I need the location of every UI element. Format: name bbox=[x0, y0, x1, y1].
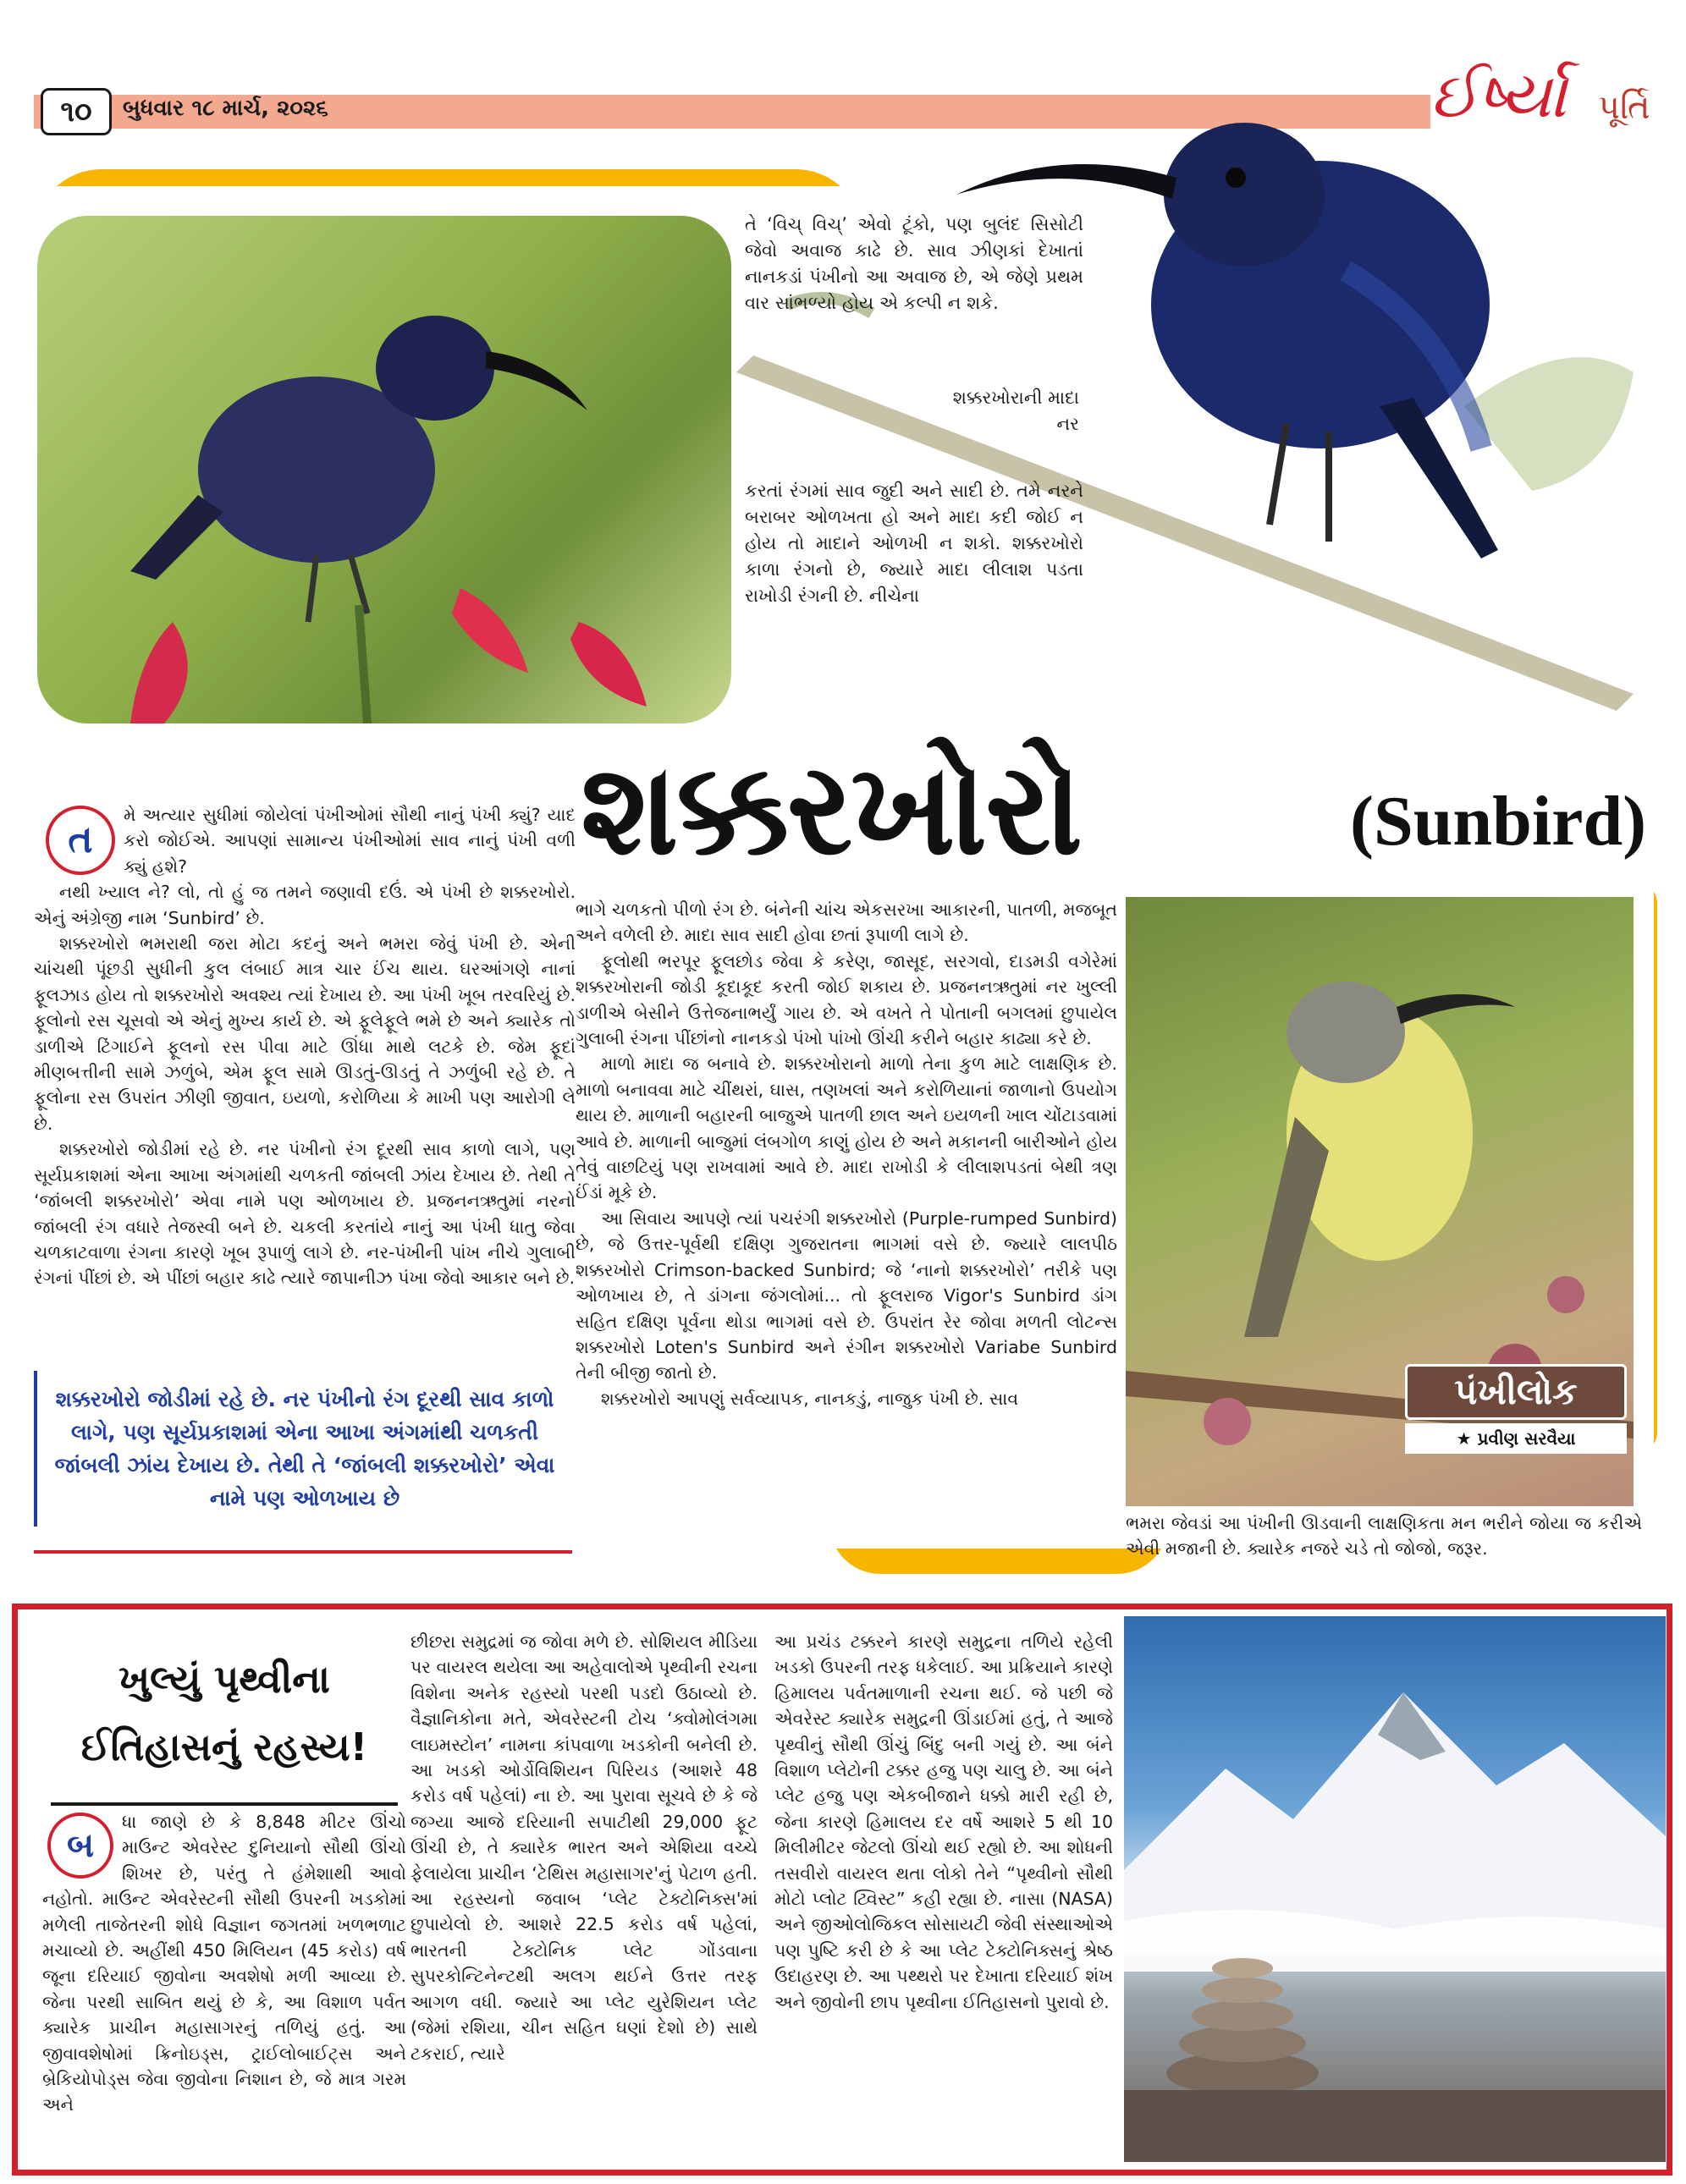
intro-text: તે ‘વિચ્ વિચ્’ એવો ટૂંકો, પણ બુલંદ સિસોટી જેવો અવાજ કાઢે છે. સાવ ઝીણકાં દેખાતાં નાનકડાં પંખીનો આ અવાજ છે, એ જેણે પ્રથમ વાર સાંભળ્યો હોય એ કલ્પી ન શકે. bbox=[745, 214, 1083, 313]
paragraph: નથી ખ્યાલ ને? લો, તો હું જ તમને જણાવી દઉં. એ પંખી છે શક્કરખોરો. એનું અંગ્રેજી નામ ‘Sunbird’ છે. bbox=[34, 882, 576, 928]
issue-date: બુધવાર ૧૮ માર્ચ, ૨૦૨૬ bbox=[123, 96, 328, 121]
paragraph: શક્કરખોરો આપણું સર્વવ્યાપક, નાનકડું, નાજુક પંખી છે. સાવ bbox=[601, 1388, 1019, 1409]
article2-column-1 bbox=[42, 1809, 406, 2118]
paragraph: ફૂલોથી ભરપૂર ફૂલછોડ જેવા કે કરેણ, જાસૂદ, સરગવો, દાડમડી વગેરેમાં શક્કરખોરાની જોડી કૂદાકૂદ કરતી જોઈ શકાય છે. પ્રજનનઋતુમાં નર ખુલ્લી ડાળીએ બેસીને ઉત્તેજનાભર્યું ગાય છે. એ વખતે તે પોતાની બગલમાં છુપાયેલ ગુલાબી રંગના પીંછાંનો નાનકડો પંખો પાંખો ઊંચી કરીને બહાર કાઢ્યા કરે છે. bbox=[576, 950, 1117, 1049]
article2-column-2 bbox=[410, 1629, 758, 2066]
page-number: ૧૦ bbox=[41, 88, 112, 135]
photo-caption: ભમરા જેવડાં આ પંખીની ઊડવાની લાક્ષણિકતા મન ભરીને જોયા જ કરીએ એવી મજાની છે. ક્યારેક નજરે ચડે તો જોજો, જરૂર. bbox=[1126, 1513, 1642, 1559]
article-column-1 bbox=[34, 802, 576, 1291]
brand-subtitle: પૂર્તિ bbox=[1598, 88, 1650, 127]
author-byline: ★ પ્રવીણ સરવૈયા bbox=[1405, 1423, 1627, 1454]
article-column-2 bbox=[576, 897, 1117, 1411]
brand-logo: ઈર્ષ્યા bbox=[1430, 59, 1568, 132]
article2-headline-rule bbox=[51, 1802, 398, 1806]
paragraph: મે અત્યાર સુધીમાં જોયેલાં પંખીઓમાં સૌથી નાનું પંખી ક્યું? યાદ કરો જોઈએ. આપણાં સામાન્ય પંખીઓમાં સાવ નાનું પંખી વળી ક્યું હશે? bbox=[124, 805, 576, 877]
article2-headline: ખુલ્યું પૃથ્વીના ઈતિહાસનું રહસ્ય! bbox=[80, 1657, 368, 1769]
paragraph: માળો માદા જ બનાવે છે. શક્કરખોરાનો માળો તેના કુળ માટે લાક્ષણિક છે. માળો બનાવવા માટે ચીંથરાં, ઘાસ, તણખલાં અને કરોળિયાનાં જાળાનો ઉપયોગ થાય છે. માળાની બહારની બાજુએ પાતળી છાલ અને ઇયળની ખાલ ચોંટાડવામાં આવે છે. માળાની બાજુમાં લંબગોળ કાણું હોય છે અને મકાનની બારીઓને હોય તેવું વાછટિયું પણ રાખવામાં આવે છે. માદા રાખોડી કે લીલાશપડતાં બેથી ત્રણ ઈંડાં મૂકે છે. bbox=[576, 1053, 1117, 1203]
paragraph: છીછરા સમુદ્રમાં જ જોવા મળે છે. સોશિયલ મીડિયા પર વાયરલ થયેલા આ અહેવાલોએ પૃથ્વીની રચના વિશેના અનેક રહસ્યો પરથી પડદો ઉઠાવ્યો છે. વૈજ્ઞાનિકોના મતે, એવરેસ્ટની ટોચ ‘ક્વોમોલંગમા લાઇમસ્ટોન’ નામના કાંપવાળા ખડકોની બનેલી છે. આ ખડકો ઓર્ડોવિશિયન પિરિયડ (આશરે 48 કરોડ વર્ષ પહેલાં) ના છે. આ પુરાવા સૂચવે છે કે જે જગ્યા આજે દરિયાની સપાટીથી 29,000 ફૂટ ઊંચી છે, તે ક્યારેક ભારત અને એશિયા વચ્ચે ફેલાયેલા પ્રાચીન ‘ટેથિસ મહાસાગર'નું પેટાળ હતી. આ રહસ્યનો જવાબ ‘પ્લેટ ટેક્ટોનિક્સ'માં છુપાયેલો છે. આશરે 22.5 કરોડ વર્ષ પહેલાં, ભારતની ટેક્ટોનિક પ્લેટ ગોંડવાના સુપરકોન્ટિનેન્ટથી અલગ થઈને ઉત્તર તરફ આગળ વધી. જ્યારે આ પ્લેટ યુરેશિયન પ્લેટ (જેમાં રશિયા, ચીન સહિત ઘણાં દેશો છે) સાથે ટકરાઈ, ત્યારે bbox=[410, 1631, 758, 2064]
everest-stones-photo bbox=[1124, 1616, 1666, 2162]
paragraph: ધા જાણે છે કે 8,848 મીટર ઊંચો માઉન્ટ એવરેસ્ટ દુનિયાનો સૌથી ઊંચો શિખર છે, પરંતુ તે હંમેશાથી આવો નહોતો. માઉન્ટ એવરેસ્ટની સૌથી ઉપરની ખડકોમાં મળેલી તાજેતરની શોધે વિજ્ઞાન જગતમાં ખળભળાટ મચાવ્યો છે. અહીંથી 450 મિલિયન (45 કરોડ) વર્ષ જૂના દરિયાઈ જીવોના અવશેષો મળી આવ્યા છે. જેના પરથી સાબિત થયું છે કે, આ વિશાળ પર્વત ક્યારેક પ્રાચીન મહાસાગરનું તળિયું હતું. આ જીવાવશેષોમાં ક્રિનોઇડ્સ, ટ્રાઈલોબાઈટ્સ અને બ્રેકિયોપોડ્સ જેવા જીવોના નિશાન છે, જે માત્ર ગરમ અને bbox=[42, 1812, 406, 2115]
article-headline-english: (Sunbird) bbox=[1350, 782, 1647, 861]
dropcap: બ bbox=[47, 1813, 113, 1879]
pull-quote-rule bbox=[34, 1550, 572, 1554]
sunbird-flowers-photo bbox=[37, 216, 731, 723]
everest-stones-illustration bbox=[1124, 1616, 1666, 2162]
intro-text-continued: કરતાં રંગમાં સાવ જુદી અને સાદી છે. તમે નરને બરાબર ઓળખતા હો અને માદા કદી જોઈ ન હોય તો માદાને ઓળખી ન શકો. શક્કરખોરો કાળા રંગનો છે, જ્યારે માદા લીલાશ પડતા રાખોડી રંગની છે. નીચેના bbox=[745, 481, 1083, 606]
paragraph: શક્કરખોરો જોડીમાં રહે છે. નર પંખીનો રંગ દૂરથી સાવ કાળો લાગે, પણ સૂર્યપ્રકાશમાં એના આખા અંગમાંથી ચળકતી જાંબલી ઝાંય દેખાય છે. તેથી તે ‘જાંબલી શક્કરખોરો’ એવા નામે પણ ઓળખાય છે. પ્રજનનઋતુમાં નરનો જાંબલી રંગ વધારે તેજસ્વી બને છે. ચકલી કરતાંયે નાનું આ પંખી ધાતુ જેવા ચળકાટવાળા રંગના કારણે ખૂબ રૂપાળું લાગે છે. નર-પંખીની પાંખ નીચે ગુલાબી રંગનાં પીંછાં છે. એ પીંછાં બહાર કાઢે ત્યારે જાપાનીઝ પંખા જેવો આકાર બને છે. bbox=[34, 1139, 576, 1289]
paragraph: આ પ્રચંડ ટક્કરને કારણે સમુદ્રના તળિયે રહેલી ખડકો ઉપરની તરફ ધકેલાઈ. આ પ્રક્રિયાને કારણે હિમાલય પર્વતમાળાની રચના થઈ. જે પછી જે એવરેસ્ટ ક્યારેક સમુદ્રની ઊંડાઈમાં હતું, તે આજે પૃથ્વીનું સૌથી ઊંચું બિંદુ બની ગયું છે. આ બંને વિશાળ પ્લેટોની ટક્કર હજુ પણ ચાલુ છે. આ બંને પ્લેટ હજુ પણ એકબીજાને ધક્કો મારી રહી છે, જેના કારણે હિમાલય દર વર્ષે આશરે 5 થી 10 મિલીમીટર જેટલો ઊંચો થઈ રહ્યો છે. આ શોધની તસવીરો વાયરલ થતા લોકો તેને “પૃથ્વીનો સૌથી મોટો પ્લોટ ટ્વિસ્ટ” કહી રહ્યા છે. નાસા (NASA) અને જીઓલોજિકલ સોસાયટી જેવી સંસ્થાઓએ પણ પુષ્ટિ કરી છે કે આ પ્લેટ ટેક્ટોનિક્સનું શ્રેષ્ઠ ઉદાહરણ છે. આ પથ્થરો પર દેખાતા દરિયાઈ શંખ અને જીવોની છાપ પૃથ્વીના ઈતિહાસનો પુરાવો છે. bbox=[774, 1631, 1113, 2012]
paragraph: ભાગે ચળકતો પીળો રંગ છે. બંનેની ચાંચ એકસરખા આકારની, પાતળી, મજબૂત અને વળેલી છે. માદા સાવ સાદી હોવા છતાં રૂપાળી લાગે છે. bbox=[576, 899, 1117, 946]
article-headline: શક્કરખોરો bbox=[581, 736, 1082, 883]
article2-column-3 bbox=[774, 1629, 1113, 2015]
pull-quote: શક્કરખોરો જોડીમાં રહે છે. નર પંખીનો રંગ દૂરથી સાવ કાળો લાગે, પણ સૂર્યપ્રકાશમાં એના આખા અંગમાંથી ચળકતી જાંબલી ઝાંય દેખાય છે. તેથી તે ‘જાંબલી શક્કરખોરો’ એવા નામે પણ ઓળખાય છે bbox=[34, 1371, 572, 1527]
column-label: પંખીલોક bbox=[1405, 1364, 1627, 1420]
sunbird-flowers-illustration bbox=[37, 216, 731, 723]
paragraph: શક્કરખોરો ભમરાથી જરા મોટા કદનું અને ભમરા જેવું પંખી છે. એની ચાંચથી પૂંછડી સુધીની કુલ લંબાઈ માત્ર ચાર ઈંચ થાય. ઘરઆંગણે નાનાં ફૂલઝાડ હોય તો શક્કરખોરો અવશ્ય ત્યાં દેખાય છે. આ પંખી ખૂબ તરવરિયું છે. ફૂલોનો રસ ચૂસવો એ એનું મુખ્ય કાર્ય છે. એ ફૂલેફૂલે ભમે છે અને ક્યારેક તો ડાળીએ ટિંગાઈને ફૂલનો રસ પીવા માટે ઊંધા માથે લટકે છે. જેમ ફૂદાં મીણબત્તીની સામે ઝળુંબે, એમ ફૂલ સામે ઊડતું-ઊડતું તે ઝળુંબી રહે છે. તે ફૂલોના રસ ઉપરાંત ઝીણી જીવાત, ઇયળો, કરોળિયા કે માખી પણ આરોગી લે છે. bbox=[34, 933, 576, 1134]
male-sunbird-photo bbox=[736, 51, 1650, 728]
dropcap: ત bbox=[46, 806, 115, 875]
intro-caption: શક્કરખોરાની માદા નર bbox=[952, 388, 1079, 434]
paragraph: આ સિવાય આપણે ત્યાં પચરંગી શક્કરખોરો (Purple-rumped Sunbird) છે, જે ઉત્તર-પૂર્વથી દક્ષિણ ગુજરાતના ભાગમાં વસે છે. જ્યારે લાલપીઠ શક્કરખોરો Crimson-backed Sunbird; જે ‘નાનો શક્કરખોરો’ તરીકે પણ ઓળખાય છે, તે ડાંગના જંગલોમાં... તો ફૂલરાજ Vigor's Sunbird ડાંગ સહિત દક્ષિણ પૂર્વના થોડા ભાગમાં વસે છે. ઉપરાંત રેર જોવા મળતી લોટન્સ શક્કરખોરો Loten's Sunbird અને રંગીન શક્કરખોરો Variabe Sunbird તેની બીજી જાતો છે. bbox=[576, 1208, 1117, 1384]
